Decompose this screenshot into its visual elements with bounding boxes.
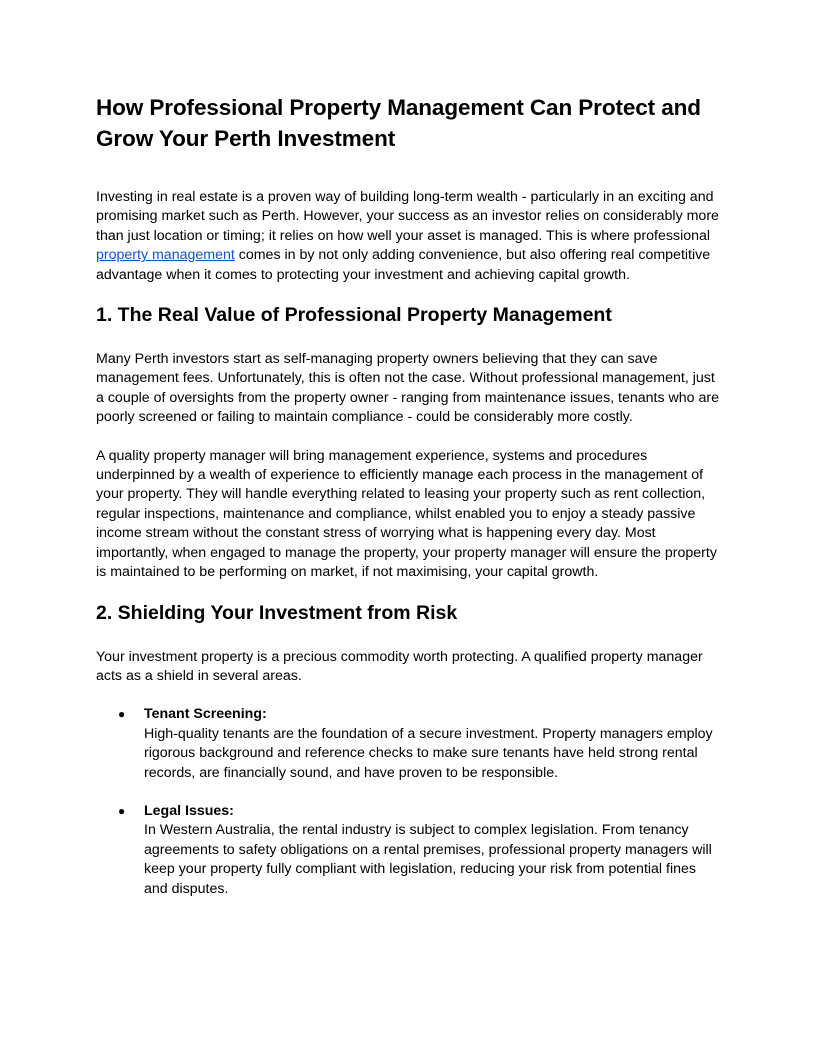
intro-text-before-link: Investing in real estate is a proven way of building long-term wealth - particularly in an exciting and promising market such as Perth. However, your success as an investor relies on considerably more than just location or timing; it relies on how well your asset is managed. This is where professional bbox=[96, 189, 719, 244]
list-item-body: High-quality tenants are the foundation of a secure investment. Property managers employ rigorous background and reference checks to make sure tenants have held strong rental records, are financially sound, and have proven to be responsible. bbox=[144, 725, 713, 781]
section-2-heading: 2. Shielding Your Investment from Risk bbox=[96, 601, 458, 624]
risk-bullet-list bbox=[96, 705, 722, 899]
intro-text-after-link: comes in by not only adding convenience, but also offering real competitive advantage when it comes to protecting your investment and achieving capital growth. bbox=[96, 247, 711, 283]
property-management-link[interactable]: property management bbox=[96, 247, 235, 264]
bullet-icon: ● bbox=[118, 707, 126, 722]
page-title: How Professional Property Management Can Protect and Grow Your Perth Investment bbox=[96, 95, 701, 151]
section-1-paragraph-2: A quality property manager will bring management experience, systems and procedures underpinned by a wealth of experience to efficiently manage each process in the management of your property. They will handle everything related to leasing your property such as rent collection, regular inspections, maintenance and compliance, whilst enabled you to enjoy a steady passive income stream without the constant stress of worrying what is happening every day. Most importantly, when engaged to manage the property, your property manager will ensure the property is maintained to be performing on market, if not maximising, your capital growth. bbox=[96, 447, 717, 581]
section-1-heading: 1. The Real Value of Professional Property Management bbox=[96, 304, 612, 327]
list-item-title: Legal Issues: bbox=[144, 802, 234, 819]
list-item-legal-issues bbox=[96, 802, 722, 899]
section-2-paragraph-1: Your investment property is a precious commodity worth protecting. A qualified property manager acts as a shield in several areas. bbox=[96, 648, 703, 684]
document-page bbox=[96, 92, 722, 918]
list-item-tenant-screening bbox=[96, 705, 722, 783]
list-item-title: Tenant Screening: bbox=[144, 706, 267, 723]
list-item-body: In Western Australia, the rental industry is subject to complex legislation. From tenancy agreements to safety obligations on a rental premises, professional property managers will keep your property fully compliant with legislation, reducing your risk from potential fines and disputes. bbox=[144, 822, 712, 897]
intro-paragraph bbox=[96, 188, 722, 285]
bullet-icon: ● bbox=[118, 803, 126, 818]
section-1-paragraph-1: Many Perth investors start as self-managing property owners believing that they can save management fees. Unfortunately, this is often not the case. Without professional management, just a couple of oversights from the property owner - ranging from maintenance issues, tenants who are poorly screened or failing to maintain compliance - could be considerably more costly. bbox=[96, 351, 719, 426]
